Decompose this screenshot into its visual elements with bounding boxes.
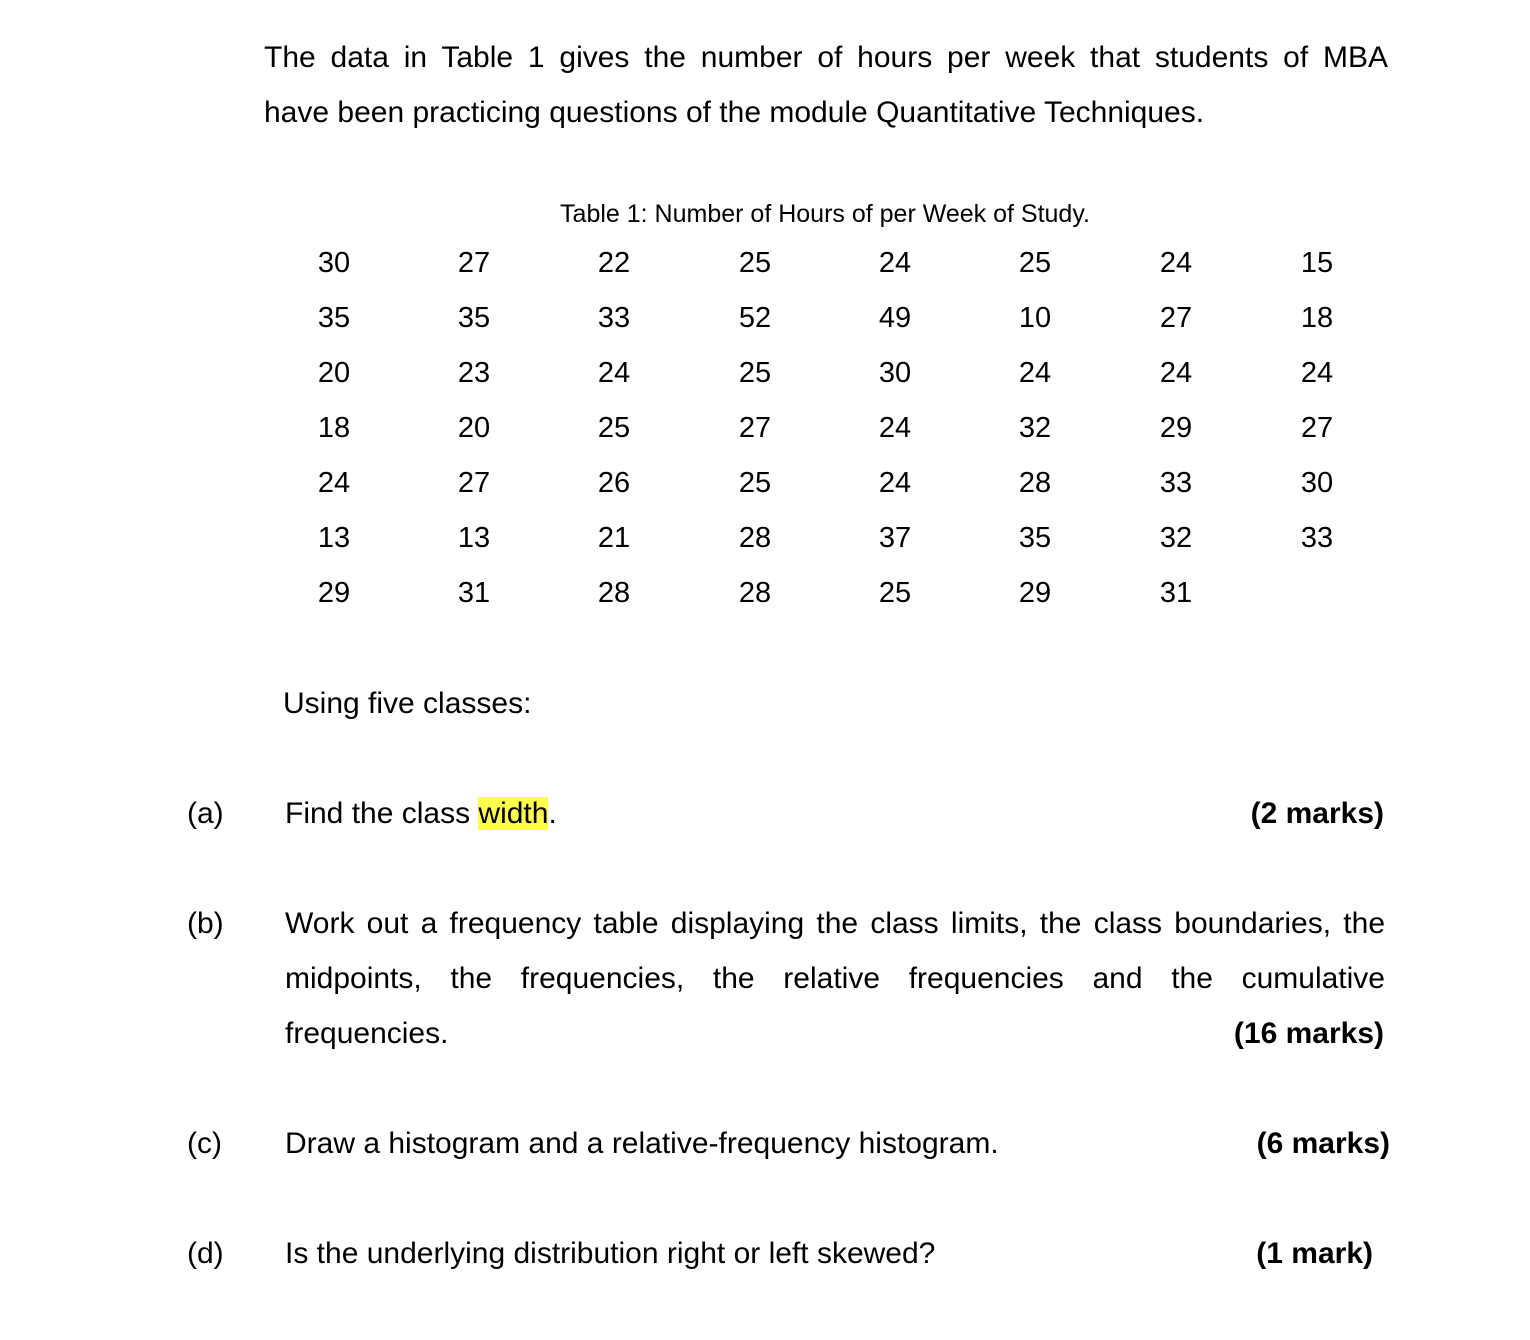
table-cell: 24 — [1159, 357, 1193, 389]
table-cell: 25 — [738, 247, 772, 279]
question-a-label: (a) — [187, 797, 224, 830]
table-cell: 33 — [1300, 522, 1334, 554]
table-cell: 29 — [1159, 412, 1193, 444]
table-cell: 27 — [1159, 302, 1193, 334]
table-cell: 30 — [317, 247, 351, 279]
question-b-text — [285, 896, 1385, 1061]
table-cell: 27 — [738, 412, 772, 444]
question-b-line-2: midpoints, the frequencies, the relative frequencies and the cumulative — [285, 962, 1385, 995]
table-cell: 35 — [317, 302, 351, 334]
question-c-marks: (6 marks) — [1256, 1127, 1390, 1160]
table-cell: 24 — [878, 247, 912, 279]
question-a-text-after: . — [548, 797, 557, 830]
intro-paragraph — [264, 30, 1388, 140]
table-cell: 25 — [1018, 247, 1052, 279]
question-a-marks: (2 marks) — [1250, 797, 1384, 830]
table-cell: 24 — [1300, 357, 1334, 389]
table-cell: 33 — [597, 302, 631, 334]
table-cell: 18 — [1300, 302, 1334, 334]
table-cell: 20 — [457, 412, 491, 444]
question-c-text: Draw a histogram and a relative-frequency histogram. — [285, 1127, 999, 1160]
table-cell: 29 — [317, 577, 351, 609]
table-cell: 24 — [1018, 357, 1052, 389]
table-cell: 31 — [457, 577, 491, 609]
instruction-text: Using five classes: — [283, 687, 532, 720]
table-cell: 30 — [1300, 467, 1334, 499]
question-a-text — [285, 786, 557, 841]
table-cell: 32 — [1159, 522, 1193, 554]
table-cell: 25 — [738, 467, 772, 499]
table-cell: 26 — [597, 467, 631, 499]
data-table — [0, 236, 1530, 621]
question-d-text: Is the underlying distribution right or left skewed? — [285, 1237, 936, 1270]
table-cell: 37 — [878, 522, 912, 554]
table-cell: 35 — [457, 302, 491, 334]
table-cell: 13 — [317, 522, 351, 554]
question-d-label: (d) — [187, 1237, 224, 1270]
table-cell: 24 — [878, 412, 912, 444]
table-cell: 27 — [1300, 412, 1334, 444]
table-cell: 15 — [1300, 247, 1334, 279]
table-cell: 52 — [738, 302, 772, 334]
table-cell: 28 — [1018, 467, 1052, 499]
table-cell: 24 — [1159, 247, 1193, 279]
question-b-line-1: Work out a frequency table displaying the class limits, the class boundaries, the — [285, 907, 1385, 940]
table-cell: 24 — [597, 357, 631, 389]
table-cell: 31 — [1159, 577, 1193, 609]
table-cell: 13 — [457, 522, 491, 554]
table-cell: 23 — [457, 357, 491, 389]
table-cell: 28 — [738, 577, 772, 609]
table-cell: 25 — [738, 357, 772, 389]
table-cell: 29 — [1018, 577, 1052, 609]
question-c-label: (c) — [187, 1127, 222, 1160]
table-cell: 27 — [457, 247, 491, 279]
question-b-label: (b) — [187, 907, 224, 940]
table-cell: 24 — [878, 467, 912, 499]
table-cell: 49 — [878, 302, 912, 334]
question-a-text-before: Find the class — [285, 797, 479, 830]
intro-line-2: have been practicing questions of the module Quantitative Techniques. — [264, 96, 1205, 129]
table-cell: 32 — [1018, 412, 1052, 444]
table-cell: 25 — [878, 577, 912, 609]
question-b-marks: (16 marks) — [1233, 1017, 1384, 1050]
question-b-line-3: frequencies. — [285, 1017, 449, 1050]
table-cell: 28 — [597, 577, 631, 609]
table-cell: 33 — [1159, 467, 1193, 499]
intro-line-1: The data in Table 1 gives the number of hours per week that students of MBA — [264, 41, 1388, 74]
table-cell: 22 — [597, 247, 631, 279]
table-cell: 18 — [317, 412, 351, 444]
table-cell: 27 — [457, 467, 491, 499]
table-cell: 25 — [597, 412, 631, 444]
table-cell: 35 — [1018, 522, 1052, 554]
table-cell: 28 — [738, 522, 772, 554]
table-cell: 30 — [878, 357, 912, 389]
table-cell: 21 — [597, 522, 631, 554]
table-caption: Table 1: Number of Hours of per Week of Study. — [560, 200, 1090, 228]
table-cell: 24 — [317, 467, 351, 499]
question-a-highlight: width — [478, 797, 549, 830]
table-cell: 20 — [317, 357, 351, 389]
question-d-marks: (1 mark) — [1256, 1237, 1373, 1270]
table-cell: 10 — [1018, 302, 1052, 334]
